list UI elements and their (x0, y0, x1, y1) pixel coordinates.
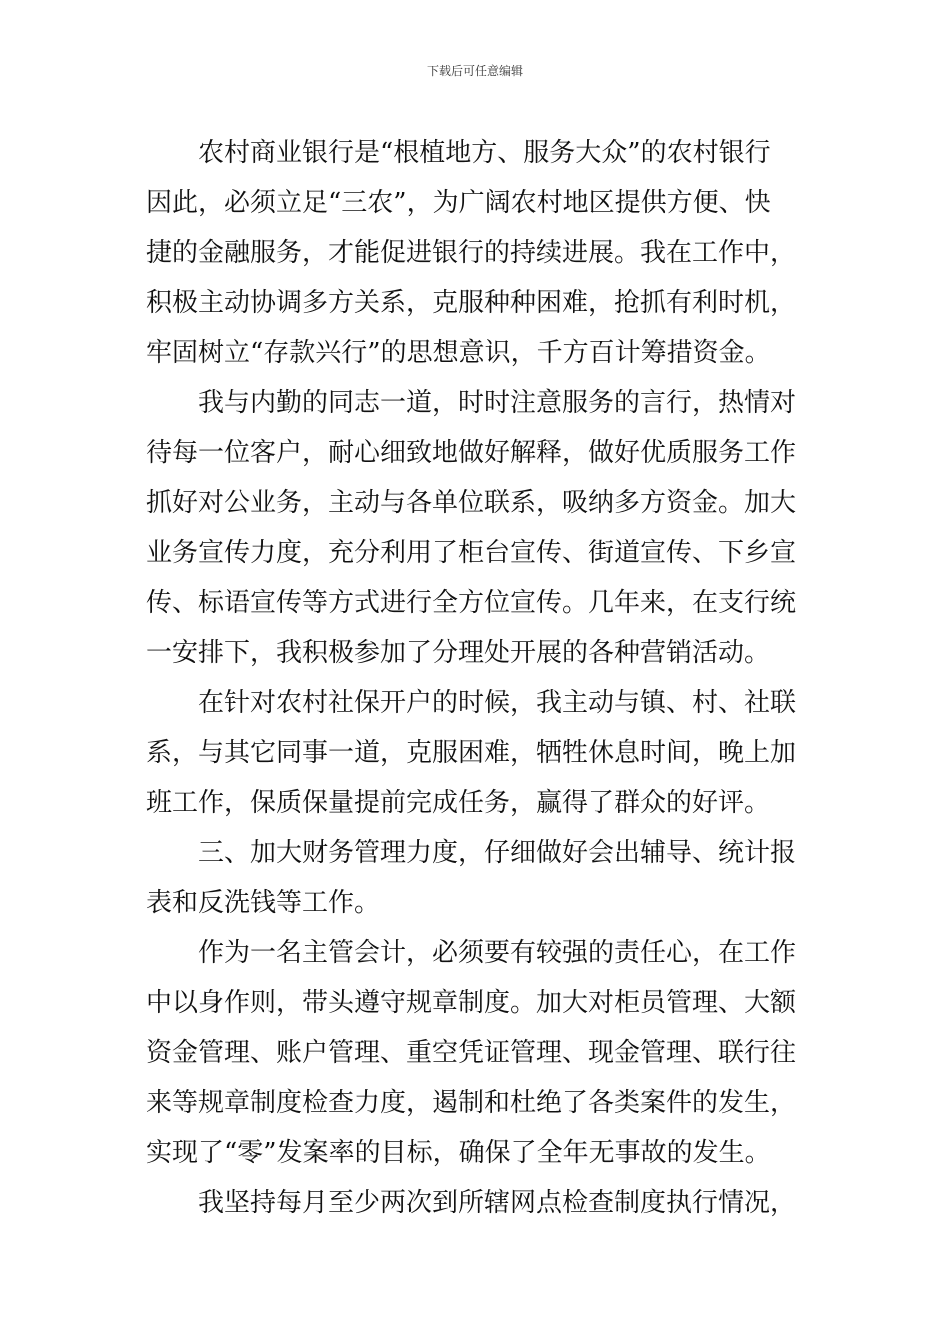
paragraph-line: 三、加大财务管理力度，仔细做好会出辅导、统计报 (198, 838, 797, 868)
paragraph-line: 农村商业银行是“根植地方、服务大众”的农村银行 (198, 138, 771, 168)
paragraph (146, 1178, 806, 1228)
paragraph-line: 待每一位客户，耐心细致地做好解释，做好优质服务工作 (146, 438, 797, 468)
paragraph-line: 我坚持每月至少两次到所辖网点检查制度执行情况， (198, 1188, 797, 1218)
paragraph-line: 牢固树立“存款兴行”的思想意识，千方百计筹措资金。 (146, 338, 771, 368)
paragraph (146, 678, 806, 828)
paragraph-line: 系，与其它同事一道，克服困难，牺牲休息时间，晚上加 (146, 738, 797, 768)
paragraph-line: 一安排下，我积极参加了分理处开展的各种营销活动。 (146, 638, 771, 668)
page-header: 下载后可任意编辑 (426, 64, 523, 78)
section-heading (146, 828, 806, 928)
paragraph-line: 捷的金融服务，才能促进银行的持续进展。我在工作中， (146, 238, 797, 268)
paragraph-line: 班工作，保质保量提前完成任务，赢得了群众的好评。 (146, 788, 771, 818)
paragraph-line: 表和反洗钱等工作。 (146, 888, 381, 918)
paragraph-line: 在针对农村社保开户的时候，我主动与镇、村、社联 (198, 688, 797, 718)
paragraph-line: 实现了“零”发案率的目标，确保了全年无事故的发生。 (146, 1138, 771, 1168)
paragraph (146, 128, 806, 378)
paragraph (146, 928, 806, 1178)
paragraph-line: 我与内勤的同志一道，时时注意服务的言行，热情对 (198, 388, 797, 418)
paragraph-line: 业务宣传力度，充分利用了柜台宣传、街道宣传、下乡宣 (146, 538, 797, 568)
paragraph (146, 378, 806, 678)
document-body (146, 128, 806, 1228)
paragraph-line: 传、标语宣传等方式进行全方位宣传。几年来，在支行统 (146, 588, 797, 618)
paragraph-line: 来等规章制度检查力度，遏制和杜绝了各类案件的发生， (146, 1088, 797, 1118)
paragraph-line: 抓好对公业务，主动与各单位联系，吸纳多方资金。加大 (146, 488, 797, 518)
paragraph-line: 作为一名主管会计，必须要有较强的责任心，在工作 (198, 938, 797, 968)
paragraph-line: 积极主动协调多方关系，克服种种困难，抢抓有利时机， (146, 288, 797, 318)
paragraph-line: 中以身作则，带头遵守规章制度。加大对柜员管理、大额 (146, 988, 797, 1018)
paragraph-line: 资金管理、账户管理、重空凭证管理、现金管理、联行往 (146, 1038, 797, 1068)
paragraph-line: 因此，必须立足“三农”，为广阔农村地区提供方便、快 (146, 188, 771, 218)
